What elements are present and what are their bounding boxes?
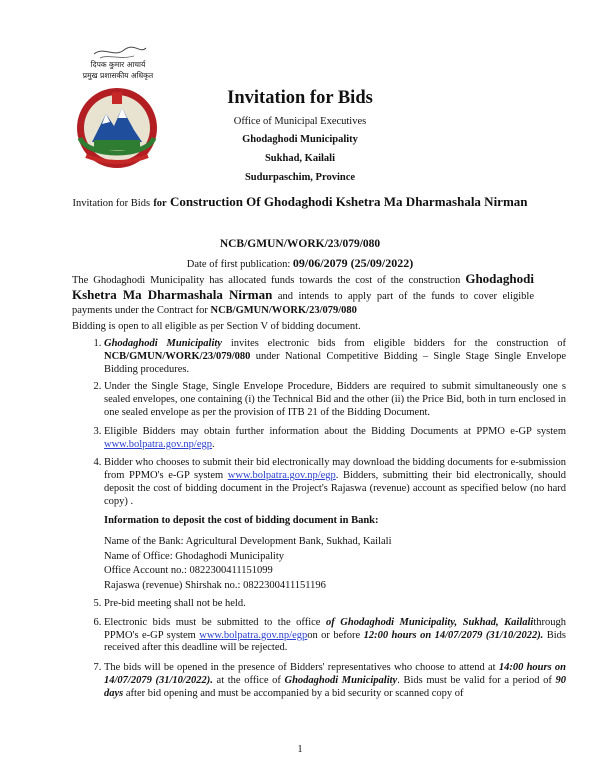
publication-label: Date of first publication: bbox=[186, 259, 291, 270]
page-number: 1 bbox=[297, 744, 303, 755]
intro-text-2: and intends to apply part of the funds to cover eligible payments under the Contract for bbox=[72, 290, 534, 316]
item1-ref: NCB/GMUN/WORK/23/079/080 bbox=[104, 350, 251, 362]
intro-contract: NCB/GMUN/WORK/23/079/080 bbox=[210, 304, 357, 316]
province-name: Sudurpaschim, Province bbox=[244, 172, 356, 183]
office-name-line: Name of Office: Ghodaghodi Municipality bbox=[104, 550, 285, 562]
intro-paragraph bbox=[72, 272, 534, 317]
egp-link[interactable]: www.bolpatra.gov.np/egp bbox=[227, 470, 336, 482]
signature-designation: प्रमुख प्रशासकीय अधिकृत bbox=[82, 71, 154, 80]
eligibility-text: Bidding is open to all eligible as per Section V of bidding document. bbox=[72, 321, 361, 332]
office-account: Office Account no.: 0822300411151099 bbox=[104, 565, 273, 577]
item3-text-1: Eligible Bidders may obtain further information about the Bidding Documents at PPMO e-GP system bbox=[104, 425, 566, 437]
list-item bbox=[104, 426, 566, 452]
item7-text-2: at the office of bbox=[216, 674, 281, 686]
bank-name: Name of the Bank: Agricultural Development Bank, Sukhad, Kailali bbox=[104, 536, 392, 548]
item6-office: of Ghodaghodi Municipality, Sukhad, Kailali bbox=[326, 616, 534, 628]
itb-for: for bbox=[153, 198, 167, 209]
item6-text-2: through PPMO's e-GP system bbox=[104, 616, 566, 641]
list-item bbox=[104, 338, 566, 376]
intro-text-1: The Ghodaghodi Municipality has allocated funds towards the cost of the construction bbox=[72, 275, 461, 286]
item4-text-2: . Bidders, submitting their bid electronically, should deposit the cost of bidding document in the Project's Rajaswa (revenue) account as specified below (no hard copy) . bbox=[104, 470, 567, 507]
egp-link[interactable]: www.bolpatra.gov.np/egp bbox=[199, 629, 308, 641]
item6-text-3: on or before bbox=[307, 629, 361, 641]
project-name: Construction Of Ghodaghodi Kshetra Ma Dharmashala Nirman bbox=[169, 194, 528, 209]
item5-text: Pre-bid meeting shall not be held. bbox=[104, 597, 246, 609]
itb-prefix: Invitation for Bids bbox=[72, 198, 151, 209]
municipality-name: Ghodaghodi Municipality bbox=[242, 134, 358, 145]
list-item bbox=[104, 662, 566, 700]
list-item bbox=[104, 617, 566, 655]
item7-time: 14:00 hours on 14/07/2079 (31/10/2022). bbox=[104, 662, 567, 686]
list-item bbox=[104, 381, 566, 419]
egp-link[interactable]: www.bolpatra.gov.np/egp bbox=[104, 438, 212, 450]
terms-list bbox=[72, 338, 566, 701]
list-item bbox=[104, 598, 566, 611]
item1-text-2: under National Competitive Bidding – Single Stage Single Envelope Bidding procedures. bbox=[104, 350, 567, 375]
item6-text-4: Bids received after this deadline will be rejected. bbox=[104, 629, 567, 654]
office-name: Office of Municipal Executives bbox=[233, 116, 367, 127]
item1-org: Ghodaghodi Municipality bbox=[104, 338, 222, 349]
item1-text-1: invites electronic bids from eligible bidders for the construction of bbox=[230, 338, 566, 349]
publication-value: 09/06/2079 (25/09/2022) bbox=[292, 256, 414, 270]
itb-heading bbox=[40, 193, 560, 212]
item4-text-1: Bidder who chooses to submit their bid electronically may download the bidding documents for e-submission from PPMO's e-GP system bbox=[104, 457, 566, 482]
reference-number: NCB/GMUN/WORK/23/079/080 bbox=[219, 238, 381, 250]
signature-name: दिपक कुमार आचार्य bbox=[90, 60, 146, 69]
signature bbox=[80, 44, 156, 84]
item7-text-4: after bid opening and must be accompanied by a bid security or scanned copy of bbox=[125, 687, 464, 699]
item7-days: 90 days bbox=[104, 674, 567, 699]
list-item bbox=[104, 457, 566, 593]
item7-office: Ghodaghodi Municipality bbox=[284, 674, 398, 686]
publication-date bbox=[0, 256, 600, 271]
rajaswa-account: Rajaswa (revenue) Shirshak no.: 0822300411151196 bbox=[104, 579, 326, 591]
item7-text-3: . Bids must be valid for a period of bbox=[397, 674, 552, 686]
page-title: Invitation for Bids bbox=[227, 88, 373, 108]
item7-text-1: The bids will be opened in the presence of Bidders' representatives who choose to attend at bbox=[104, 662, 496, 674]
item3-text-2: . bbox=[212, 438, 215, 450]
bank-info-heading: Information to deposit the cost of bidding document in Bank: bbox=[104, 514, 379, 526]
item6-deadline: 12:00 hours on 14/07/2079 (31/10/2022). bbox=[363, 629, 544, 641]
item6-text-1: Electronic bids must be submitted to the office bbox=[104, 616, 321, 628]
intro-project: Ghodaghodi Kshetra Ma Dharmashala Nirman bbox=[72, 271, 534, 302]
municipality-address: Sukhad, Kailali bbox=[264, 153, 336, 164]
item2-text: Under the Single Stage, Single Envelope Procedure, Bidders are required to submit simultaneously one s sealed envelopes, one containing (i) the Technical Bid and the other (ii) the Price Bid, both in turn enclosed in one sealed envelope as per the provision of ITB 21 of the Bidding Document. bbox=[104, 381, 566, 418]
